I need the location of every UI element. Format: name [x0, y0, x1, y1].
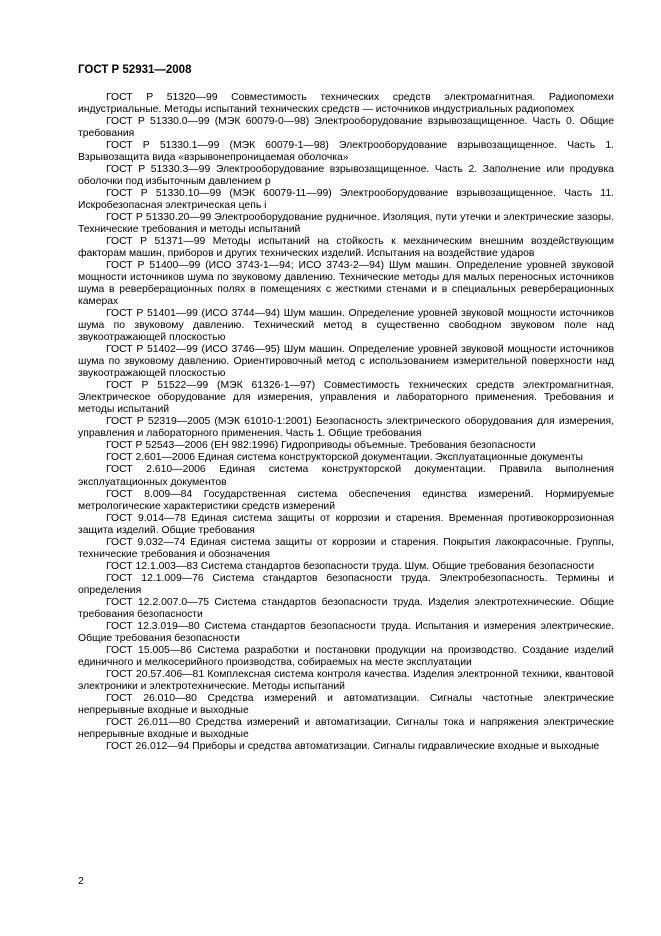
- reference-item: ГОСТ Р 51330.20—99 Электрооборудование рудничное. Изоляция, пути утечки и электрические зазоры. Технические требования и методы испытаний: [78, 212, 614, 236]
- page-number: 2: [78, 875, 84, 887]
- reference-item: ГОСТ 15.005—86 Система разработки и постановки продукции на производство. Создание изделий единичного и мелкосерийного производства, собираемых на месте эксплуатации: [78, 644, 614, 668]
- document-header: ГОСТ Р 52931—2008: [78, 64, 192, 76]
- reference-item: ГОСТ Р 51330.3—99 Электрооборудование взрывозащищенное. Часть 2. Заполнение или продувка оболочки под избыточным давлением p: [78, 164, 614, 188]
- reference-item: ГОСТ 12.2.007.0—75 Система стандартов безопасности труда. Изделия электротехнические. Общие требования безопасности: [78, 596, 614, 620]
- reference-item: ГОСТ 26.012—94 Приборы и средства автоматизации. Сигналы гидравлические входные и выходные: [106, 740, 600, 752]
- reference-item: ГОСТ 20.57.406—81 Комплексная система контроля качества. Изделия электронной техники, квантовой электроники и электротехнические. Методы испытаний: [78, 668, 614, 692]
- reference-item: ГОСТ 2.610—2006 Единая система конструкторской документации. Правила выполнения эксплуатационных документов: [78, 464, 614, 488]
- reference-item: ГОСТ Р 51371—99 Методы испытаний на стойкость к механическим внешним воздействующим факторам машин, приборов и других технических изделий. Испытания на воздействие ударов: [78, 236, 614, 260]
- reference-item: ГОСТ 9.032—74 Единая система защиты от коррозии и старения. Покрытия лакокрасочные. Группы, технические требования и обозначения: [78, 536, 614, 560]
- references-list: [78, 92, 614, 753]
- reference-item: ГОСТ Р 52543—2006 (ЕН 982:1996) Гидроприводы объемные. Требования безопасности: [106, 440, 536, 452]
- reference-item: ГОСТ 26.010—80 Средства измерений и автоматизации. Сигналы частотные электрические непрерывные входные и выходные: [78, 692, 614, 716]
- reference-item: ГОСТ Р 51330.10—99 (МЭК 60079-11—99) Электрооборудование взрывозащищенное. Часть 11. Искробезопасная электрическая цепь i: [78, 188, 614, 212]
- reference-item: ГОСТ 12.1.009—76 Система стандартов безопасности труда. Электробезопасность. Термины и определения: [78, 572, 614, 596]
- reference-item: ГОСТ Р 51400—99 (ИСО 3743-1—94; ИСО 3743-2—94) Шум машин. Определение уровней звуковой мощности источников шума по звуковому давлению. Технические методы для малых переносных источников шума в реверберационных полях в помещениях с жесткими стенами и в специальных реверберационных камерах: [78, 260, 614, 308]
- reference-item: ГОСТ 12.1.003—83 Система стандартов безопасности труда. Шум. Общие требования безопасности: [106, 560, 594, 572]
- reference-item: ГОСТ Р 51330.1—99 (МЭК 60079-1—98) Электрооборудование взрывозащищенное. Часть 1. Взрывозащита вида «взрывонепроницаемая оболочка»: [78, 140, 614, 164]
- reference-item: ГОСТ Р 52319—2005 (МЭК 61010-1:2001) Безопасность электрического оборудования для измерения, управления и лабораторного применения. Часть 1. Общие требования: [78, 416, 614, 440]
- reference-item: ГОСТ Р 51402—99 (ИСО 3746—95) Шум машин. Определение уровней звуковой мощности источников шума по звуковому давлению. Ориентировочный метод с использованием измерительной поверхности над звукоотражающей плоскостью: [78, 344, 614, 380]
- reference-item: ГОСТ 12.3.019—80 Система стандартов безопасности труда. Испытания и измерения электрические. Общие требования безопасности: [78, 620, 614, 644]
- reference-item: ГОСТ 8.009—84 Государственная система обеспечения единства измерений. Нормируемые метрологические характеристики средств измерений: [78, 488, 614, 512]
- reference-item: ГОСТ Р 51330.0—99 (МЭК 60079-0—98) Электрооборудование взрывозащищенное. Часть 0. Общие требования: [78, 116, 614, 140]
- reference-item: ГОСТ 2.601—2006 Единая система конструкторской документации. Эксплуатационные документы: [106, 452, 584, 464]
- reference-item: ГОСТ Р 51401—99 (ИСО 3744—94) Шум машин. Определение уровней звуковой мощности источников шума по звуковому давлению. Технический метод в существенно свободном звуковом поле над звукоотражающей плоскостью: [78, 308, 614, 344]
- reference-item: ГОСТ 9.014—78 Единая система защиты от коррозии и старения. Временная противокоррозионная защита изделий. Общие требования: [78, 512, 614, 536]
- reference-item: ГОСТ 26.011—80 Средства измерений и автоматизации. Сигналы тока и напряжения электрические непрерывные входные и выходные: [78, 716, 614, 740]
- reference-item: ГОСТ Р 51320—99 Совместимость технических средств электромагнитная. Радиопомехи индустриальные. Методы испытаний технических средств — источников индустриальных радиопомех: [78, 92, 614, 116]
- reference-item: ГОСТ Р 51522—99 (МЭК 61326-1—97) Совместимость технических средств электромагнитная. Электрическое оборудование для измерения, управления и лабораторного применения. Требования и методы испытаний: [78, 380, 614, 416]
